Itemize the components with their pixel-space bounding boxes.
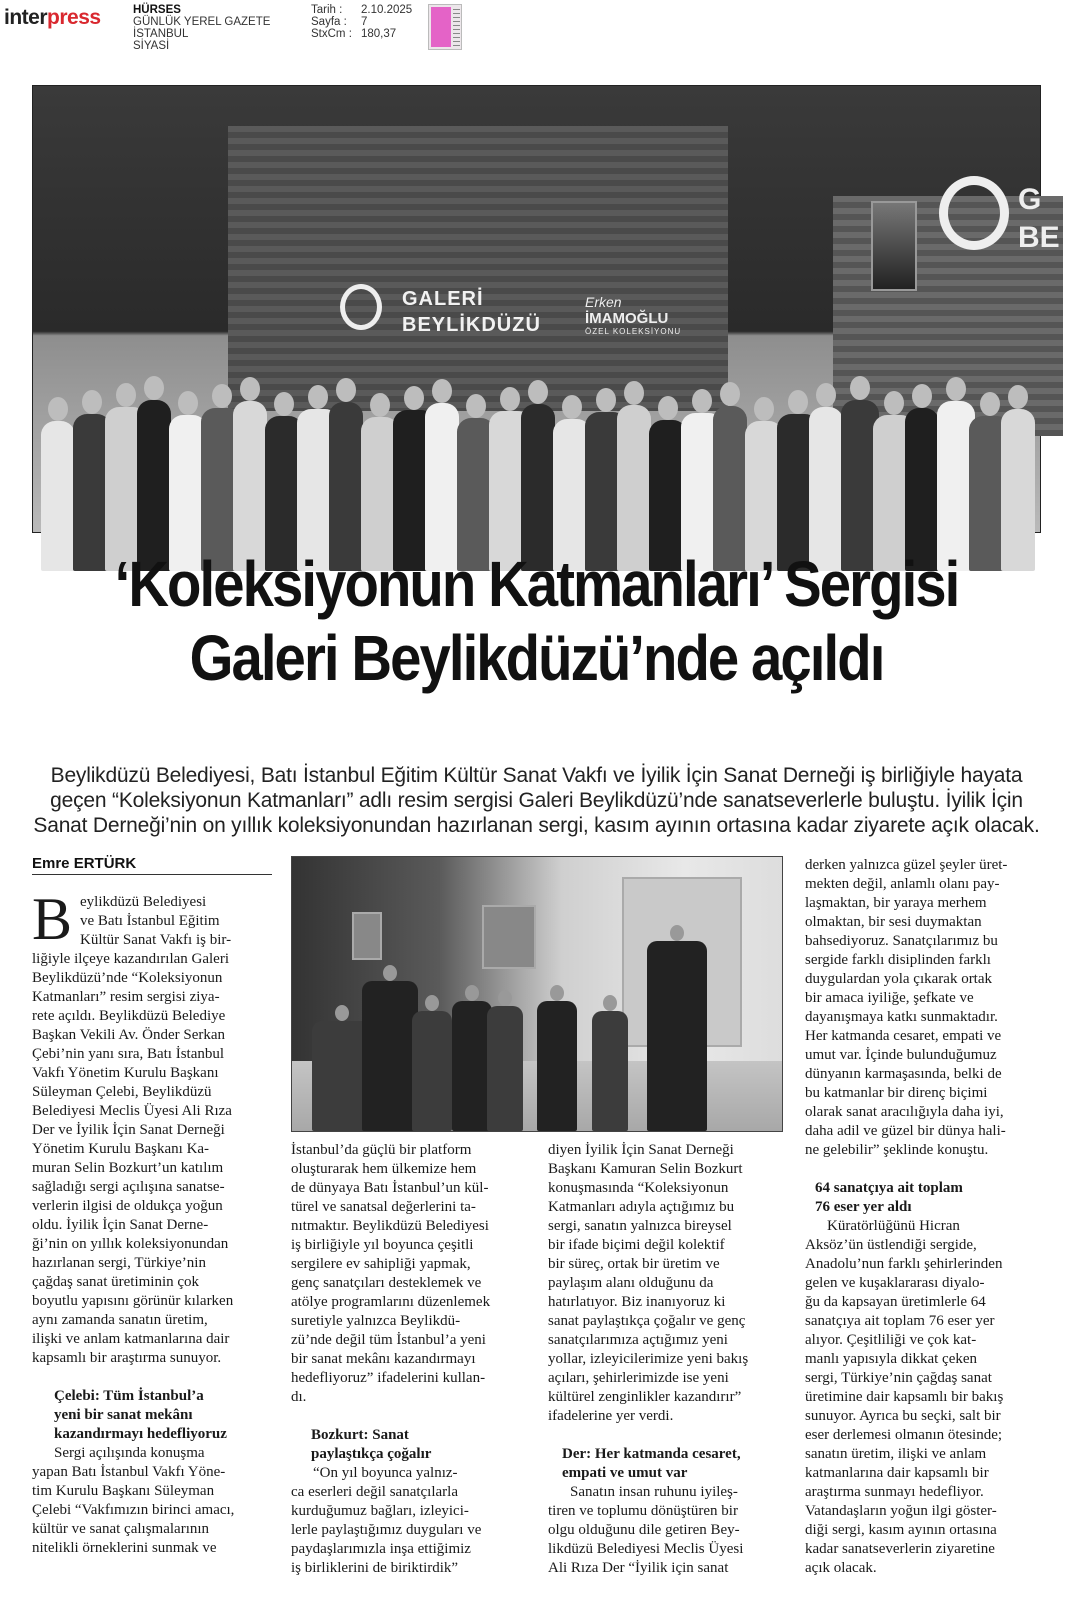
subheading-line: Çelebi: Tüm İstanbul’a: [54, 1388, 204, 1404]
publication-type: GÜNLÜK YEREL GAZETE: [133, 16, 271, 28]
subheading-der: [548, 1445, 788, 1483]
text-line: nıtmaktır. Beylikdüzü Belediyesi: [291, 1218, 489, 1234]
text-line: nitelikli örneklerini sunmak ve: [32, 1540, 217, 1556]
text-line: kadar sanatseverlerin ziyaretine: [805, 1541, 995, 1557]
subheading-line: kazandırmayı hedefliyoruz: [54, 1426, 227, 1442]
text-line: Her katmanda cesaret, empati ve: [805, 1028, 1002, 1044]
text-line: bir sanat mekânı kazandırmayı: [291, 1351, 476, 1367]
text-line: aynı zamanda sanatın üretim,: [32, 1312, 208, 1328]
text-line: yollar, izleyicilerimize yeni bakış: [548, 1351, 749, 1367]
text-line: de dünyaya Batı İstanbul’un kül-: [291, 1180, 489, 1196]
subheading-celebi: [32, 1387, 274, 1444]
text-line: hazırlanan sergi, Türkiye’nin: [32, 1255, 206, 1271]
text-line: kapsamlı bir araştırma sunuyor.: [32, 1350, 222, 1366]
text-line: boyutlu yapısını görünür kılarken: [32, 1293, 234, 1309]
text-line: iş birliklerini de biriktirdik”: [291, 1560, 459, 1576]
text-line: hedefliyoruz” ifadelerini kullan-: [291, 1370, 486, 1386]
text-line: sergilere ev sahipliği yapmak,: [291, 1256, 471, 1272]
text-line: bir ifade biçimi değil kolektif: [548, 1237, 725, 1253]
text-line: paydaşlarımızla inşa ettiğimiz: [291, 1541, 471, 1557]
text-line: olarak sanat aracılığıyla daha iyi,: [805, 1104, 1004, 1120]
headline: [93, 547, 981, 695]
text-line: manlı yapısıyla dikkat çeken: [805, 1351, 978, 1367]
drop-cap: B: [32, 886, 73, 952]
collection-sign: Erken İMAMOĞLU ÖZEL KOLEKSİYONU: [585, 294, 682, 336]
text-line: suretiyle yalnızca Beylikdü-: [291, 1313, 461, 1329]
text-line: muran Selin Bozkurt’un katılım: [32, 1160, 224, 1176]
text-line: Vakfı Yönetim Kurulu Başkanı: [32, 1065, 219, 1081]
page-thumbnail[interactable]: [428, 4, 462, 50]
text-line: açıları, şehirlerimizde ise yeni: [548, 1370, 729, 1386]
text-line: gelen ve kuşaklararası diyalo-: [805, 1275, 985, 1291]
visitor-figure: [537, 1001, 577, 1131]
text-line: açık olacak.: [805, 1560, 877, 1576]
text-line: ifadelerine yer verdi.: [548, 1408, 674, 1424]
text-line: liğiyle ilçeye kazandırılan Galeri: [32, 951, 229, 967]
text-line: üretimine dair kapsamlı bir bakış: [805, 1389, 1004, 1405]
text-line: eser derlemesi olmanın ötesinde;: [805, 1427, 1003, 1443]
text-line: kültürel zenginlikler kazandırır”: [548, 1389, 742, 1405]
group-photo: G BE GALERİ BEYLİKDÜZÜ Erken İMAMOĞLU ÖZEL KOLEKSİYONU: [32, 85, 1041, 533]
publication-info: [133, 4, 270, 52]
text-line: Beylikdüzü’nde “Koleksiyonun: [32, 970, 223, 986]
text-line: Sanatın insan ruhunu iyileş-: [570, 1484, 738, 1500]
visitor-figure: [592, 1011, 628, 1131]
exhibition-photo: [291, 856, 783, 1132]
text-line: İstanbul’da güçlü bir platform: [291, 1142, 472, 1158]
visitor-figure: [412, 1011, 452, 1131]
text-line: Vatandaşların yoğun ilgi göster-: [805, 1503, 997, 1519]
text-line: oluşturarak hem ülkemize hem: [291, 1161, 477, 1177]
text-line: Anadolu’nun farklı şehirlerinden: [805, 1256, 1003, 1272]
publication-name: HÜRSES: [133, 4, 181, 16]
lead-paragraph: Beylikdüzü Belediyesi, Batı İstanbul Eğitim Kültür Sanat Vakfı ve İyilik İçin Sanat Derneği iş birliğiyle hayata geçen “Koleksiyonun Katmanları” adlı resim sergisi Galeri Beylikdüzü’nde sanatseverlerle buluştu. İyilik İçin Sanat Derneği’nin on yıllık koleksiyonundan hazırlanan sergi, kasım ayının ortasına kadar ziyarete açık olacak.: [33, 764, 1040, 837]
person-figure: [329, 402, 363, 571]
text-line: sergi, sanatın yalnızca bireysel: [548, 1218, 732, 1234]
text-line: tim Kurulu Başkanı Süleyman: [32, 1483, 215, 1499]
text-line: ne gelebilir” şeklinde konuştu.: [805, 1142, 989, 1158]
artwork: [482, 905, 536, 969]
person-figure: [1001, 409, 1035, 571]
text-line: likdüzü Belediyesi Meclis Üyesi: [548, 1541, 744, 1557]
text-line: Başkan Vekili Av. Önder Serkan: [32, 1027, 226, 1043]
text-line: Küratörlüğünü Hicran: [827, 1218, 960, 1234]
text-line: duygulardan yola çıkarak ortak: [805, 971, 993, 987]
text-line: Başkanı Kamuran Selin Bozkurt: [548, 1161, 743, 1177]
publication-city: İSTANBUL: [133, 28, 189, 40]
artwork: [352, 912, 382, 960]
gallery-logo-text: G BE: [1018, 183, 1060, 254]
text-line: verlerin ilgisi de oldukça yoğun: [32, 1198, 223, 1214]
text-line: alıyor. Çeşitliliği ve çok kat-: [805, 1332, 977, 1348]
publication-section: SİYASİ: [133, 40, 170, 52]
gallery-logo-mark: [939, 176, 1009, 250]
text-line: Sergi açılışında konuşma: [54, 1445, 205, 1461]
text-line: daha adil ve güzel bir dünya hali-: [805, 1123, 1006, 1139]
text-line: rete açıldı. Beylikdüzü Belediye: [32, 1008, 226, 1024]
text-line: bir amaca iyiliğe, şefkate ve: [805, 990, 974, 1006]
text-line: ği’nin on yıllık koleksiyonundan: [32, 1236, 229, 1252]
text-line: dı.: [291, 1389, 307, 1405]
text-line: olmaktan, bir sesi duymaktan: [805, 914, 982, 930]
text-line: Çelebi “Vakfımızın birinci amacı,: [32, 1502, 235, 1518]
text-line: ğu da kapsayan üretimlerle 64: [805, 1294, 986, 1310]
page-value: 7: [361, 16, 368, 28]
text-line: paylaşım alanı olduğunu da: [548, 1275, 714, 1291]
text-line: derken yalnızca güzel şeyler üret-: [805, 857, 1008, 873]
clipping-header: [0, 0, 1069, 78]
text-line: Süleyman Çelebi, Beylikdüzü: [32, 1084, 212, 1100]
subheading-line: empati ve umut var: [562, 1465, 688, 1481]
text-line: ilişki ve anlam katmanlarına dair: [32, 1331, 230, 1347]
text-line: çağdaş sanat üretiminin çok: [32, 1274, 200, 1290]
text-line: sunuyor. Ayrıca bu seçki, salt bir: [805, 1408, 1001, 1424]
text-line: tiren ve toplumu dönüştüren bir: [548, 1503, 738, 1519]
text-line: hatırlatıyor. Biz inanıyoruz ki: [548, 1294, 726, 1310]
article-column-2: [291, 1141, 525, 1578]
subheading-line: Der: Her katmanda cesaret,: [562, 1446, 741, 1462]
article-column-4: [805, 856, 1041, 1578]
stxcm-value: 180,37: [361, 28, 397, 40]
text-line: sanat paylaştıkça çoğalır ve genç: [548, 1313, 746, 1329]
gallery-logo-icon: [340, 284, 382, 330]
text-line: oldu. İyilik İçin Sanat Derne-: [32, 1217, 209, 1233]
visitor-figure: [647, 941, 707, 1131]
text-line: Katmanları” resim sergisi ziya-: [32, 989, 220, 1005]
text-line: diği sergi, kasım ayının ortasına: [805, 1522, 997, 1538]
subheading-line: Bozkurt: Sanat: [311, 1427, 409, 1443]
subheading-line: yeni bir sanat mekânı: [54, 1407, 193, 1423]
text-line: olgu olduğunu dile getiren Bey-: [548, 1522, 740, 1538]
headline-line-2: Galeri Beylikdüzü’nde açıldı: [189, 622, 884, 694]
person-figure: [425, 403, 459, 571]
interpress-logo: interpress: [4, 6, 101, 29]
text-line: bir süreç, ortak bir üretim ve: [548, 1256, 720, 1272]
text-line: kültür ve sanat çalışmalarının: [32, 1521, 210, 1537]
clipping-meta: Tarih : 2.10.2025 Sayfa : 7 StxCm : 180,37: [311, 4, 413, 40]
text-line: dünyanın karmaşasında, belki de: [805, 1066, 1002, 1082]
text-line: Katmanları adıyla açtığımız bu: [548, 1199, 735, 1215]
subheading-line: paylaştıkça çoğalır: [311, 1446, 432, 1462]
text-line: bu katmanlar bir direnç biçimi: [805, 1085, 988, 1101]
wood-wall: [228, 126, 728, 411]
text-line: Ali Rıza Der “İyilik için sanat: [548, 1560, 729, 1576]
person-figure: [233, 401, 267, 571]
person-figure: [137, 400, 171, 571]
text-line: araştırma sunmayı hedefliyor.: [805, 1484, 984, 1500]
text-line: katmanlarına dair kapsamlı bir: [805, 1465, 989, 1481]
text-line: lerle paylaştığımız duyguları ve: [291, 1522, 482, 1538]
text-line: Yönetim Kurulu Başkanı Ka-: [32, 1141, 210, 1157]
group-of-people: [33, 371, 1042, 571]
text-line: kurduğumuz bağları, izleyici-: [291, 1503, 469, 1519]
text-line: sanatçılarımıza açtığımız yeni: [548, 1332, 728, 1348]
byline: Emre ERTÜRK: [32, 855, 272, 875]
text-line: zü’nde değil tüm İstanbul’a yeni: [291, 1332, 486, 1348]
text-line: iş birliğiyle yıl boyunca çeşitli: [291, 1237, 474, 1253]
text-line: laşmaktan, bir yaraya merhem: [805, 895, 987, 911]
subheading-line: 76 eser yer aldı: [815, 1199, 912, 1215]
text-line: mekten değil, anlamlı olanı pay-: [805, 876, 1000, 892]
visitor-figure: [452, 1001, 492, 1131]
text-line: konuşmasında “Koleksiyonun: [548, 1180, 729, 1196]
text-line: Belediyesi Meclis Üyesi Ali Rıza: [32, 1103, 232, 1119]
portrait-frame: [871, 201, 917, 291]
subheading-bozkurt: [291, 1426, 525, 1464]
visitor-figure: [362, 981, 418, 1131]
text-line: umut var. İçinde bulunduğumuz: [805, 1047, 997, 1063]
person-figure: [41, 421, 75, 571]
text-line: genç sanatçıları desteklemek ve: [291, 1275, 482, 1291]
text-line: “On yıl boyunca yalnız-: [313, 1465, 458, 1481]
visitor-figure: [487, 1006, 523, 1131]
text-line: Çebi’nin yanı sıra, Batı İstanbul: [32, 1046, 225, 1062]
article-column-3: [548, 1141, 788, 1578]
headline-line-1: ‘Koleksiyonun Katmanları’ Sergisi: [114, 548, 959, 620]
text-line: sanatın üretim, ilişki ve anlam: [805, 1446, 987, 1462]
subheading-line: 64 sanatçıya ait toplam: [815, 1180, 963, 1196]
text-line: sanatçıya ait toplam 76 eser yer: [805, 1313, 995, 1329]
text-line: sergide farklı disiplinden farklı: [805, 952, 991, 968]
text-line: sağladığı sergi açılışına sanatse-: [32, 1179, 225, 1195]
article-column-1: B eylikdüzü Belediyesi ve Batı İstanbul Eğitim Kültür Sanat Vakfı iş bir- liğiyle ilçeye kazandırılan Galeri Beylikdüzü’nde “Koleksiyonun Katmanları” resim sergisi ziya- rete açıldı. Beylikdüzü Belediye Başkan Vekili Av. Önder Serkan Çebi’nin yanı sıra, Batı İstanbul Vakfı Yönetim Kurulu Başkanı Süleyman Çelebi, Beylikdüzü Belediyesi Meclis Üyesi Ali Rıza Der ve İyilik İçin Sanat Derneği Yönetim Kurulu Başkanı Ka- muran Selin Bozkurt’un katılım sağladığı sergi açılışına sanatse- verlerin ilgisi de oldukça yoğun oldu. İyilik İçin Sanat Derne- ği’nin on yıllık koleksiyonundan hazırlanan sergi, Türkiye’nin çağdaş sanat üretiminin çok boyutlu yapısını görünür kılarken aynı zamanda sanatın üretim, ilişki ve anlam katmanlarına dair kapsamlı bir araştırma sunuyor. Çelebi: Tüm İstanbul’a yeni bir sanat mekânı kazandırmayı hedefliyoruz Sergi açılışında konuşma yapan Batı İstanbul Vakfı Yöne- tim Kurulu Başkanı Süleyman Çelebi “Vakfımızın birinci amacı, kültür ve sanat çalışmalarının nitelikli örneklerini sunmak ve: [32, 893, 274, 1558]
subheading-64-artists: [805, 1179, 1041, 1217]
text-line: atölye programlarını düzenlemek: [291, 1294, 491, 1310]
date-value: 2.10.2025: [361, 4, 413, 16]
text-line: dayanışmaya katkı sunmaktadır.: [805, 1009, 998, 1025]
text-line: türel ve sanatsal değerlerini ta-: [291, 1199, 476, 1215]
text-line: Der ve İyilik İçin Sanat Derneği: [32, 1122, 225, 1138]
text-line: ca eserleri değil sanatçılarla: [291, 1484, 458, 1500]
text-line: bahsediyoruz. Sanatçılarımız bu: [805, 933, 998, 949]
person-figure: [521, 404, 555, 571]
text-line: yapan Batı İstanbul Vakfı Yöne-: [32, 1464, 226, 1480]
text-line: Aksöz’ün üstlendiği sergide,: [805, 1237, 977, 1253]
text-line: diyen İyilik İçin Sanat Derneği: [548, 1142, 734, 1158]
text-line: sergi, Türkiye’nin çağdaş sanat: [805, 1370, 992, 1386]
